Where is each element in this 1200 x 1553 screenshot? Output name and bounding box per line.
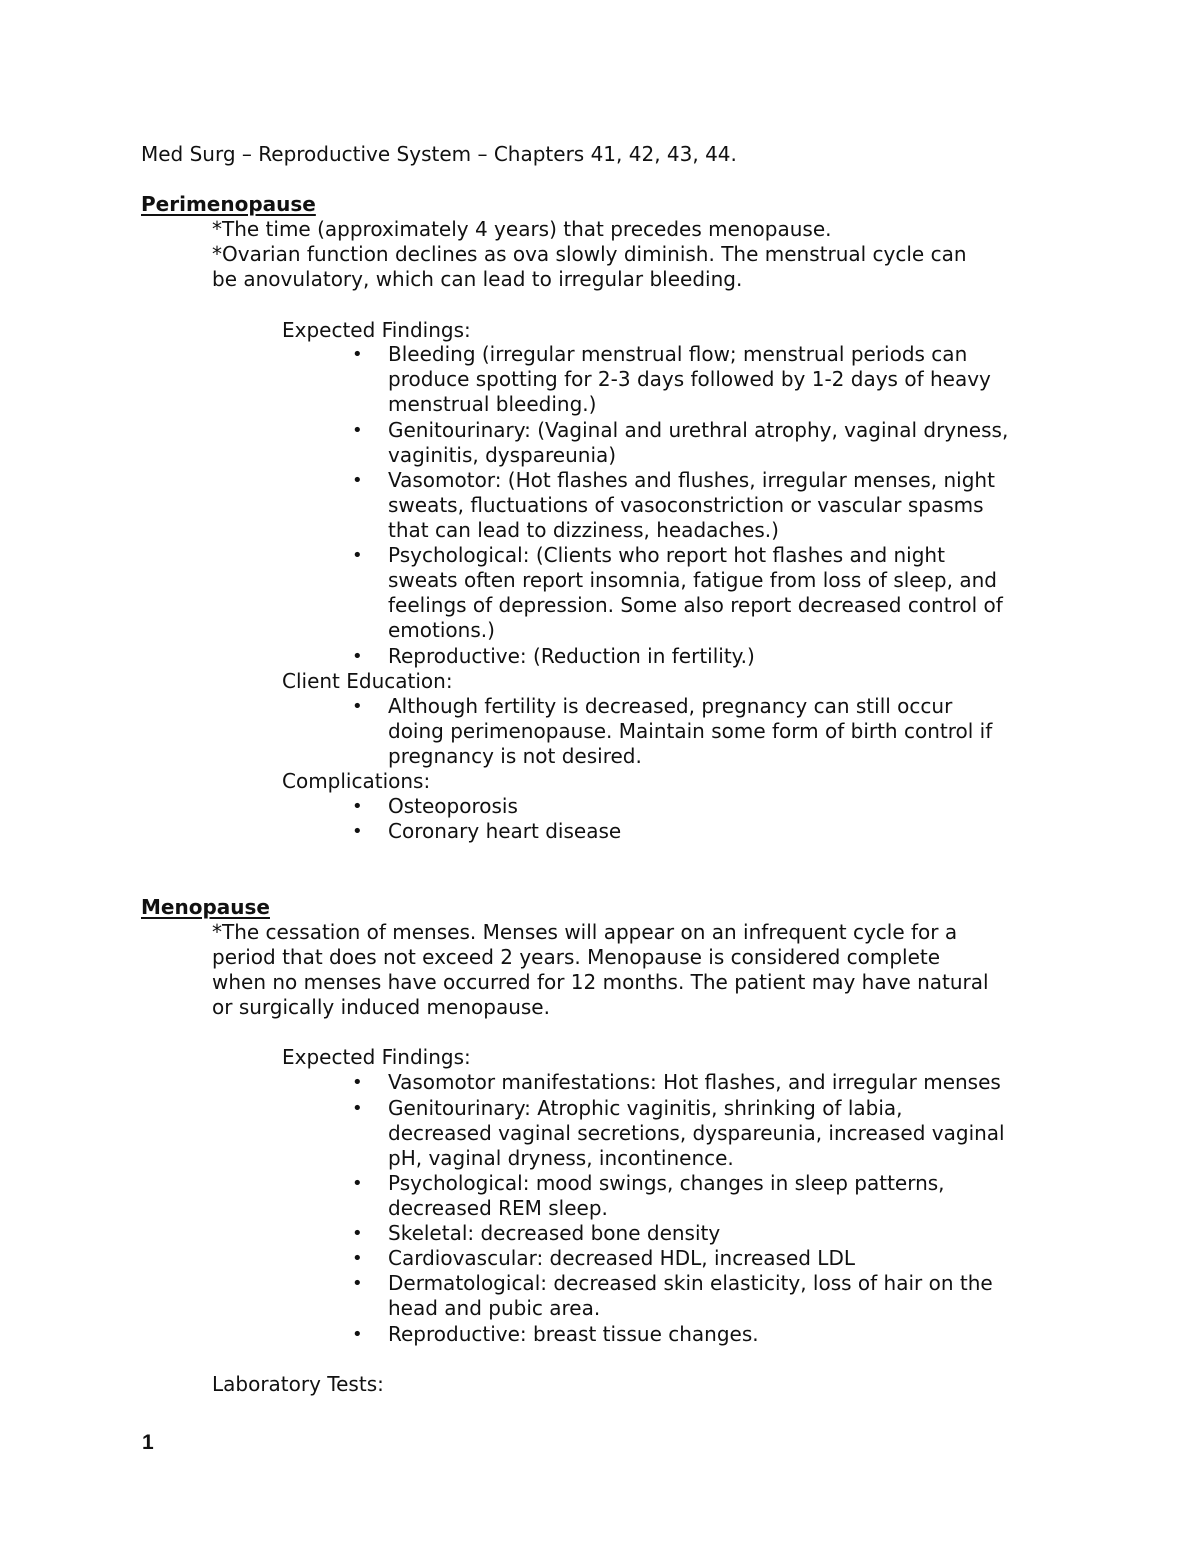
finding-psychological-line: Psychological: (Clients who report hot flashes and night — [388, 543, 945, 567]
complications-label: Complications: — [282, 769, 431, 793]
finding-vasomotor-line: Vasomotor: (Hot flashes and flushes, irregular menses, night — [388, 468, 995, 492]
bullet-marker: • — [352, 420, 363, 441]
menopause-finding-psychological-line: decreased REM sleep. — [388, 1196, 608, 1220]
menopause-definition-line: *The cessation of menses. Menses will appear on an infrequent cycle for a — [212, 920, 958, 944]
section-heading-menopause: Menopause — [141, 895, 270, 919]
menopause-definition-line: or surgically induced menopause. — [212, 995, 550, 1019]
bullet-marker: • — [352, 821, 363, 842]
menopause-finding-reproductive: Reproductive: breast tissue changes. — [388, 1322, 759, 1346]
perimenopause-ovarian-line: be anovulatory, which can lead to irregular bleeding. — [212, 267, 743, 291]
section-heading-perimenopause: Perimenopause — [141, 192, 316, 216]
finding-bleeding-line: produce spotting for 2-3 days followed by 1-2 days of heavy — [388, 367, 991, 391]
complication-item: Osteoporosis — [388, 794, 518, 818]
finding-psychological-line: feelings of depression. Some also report decreased control of — [388, 593, 1003, 617]
document-title: Med Surg – Reproductive System – Chapters 41, 42, 43, 44. — [141, 142, 737, 166]
finding-bleeding-line: Bleeding (irregular menstrual flow; menstrual periods can — [388, 342, 968, 366]
education-line: doing perimenopause. Maintain some form of birth control if — [388, 719, 993, 743]
finding-psychological-line: sweats often report insomnia, fatigue from loss of sleep, and — [388, 568, 997, 592]
bullet-marker: • — [352, 1324, 363, 1345]
page-number: 1 — [142, 1431, 154, 1454]
menopause-definition-line: period that does not exceed 2 years. Menopause is considered complete — [212, 945, 941, 969]
bullet-marker: • — [352, 696, 363, 717]
finding-genitourinary-line: vaginitis, dyspareunia) — [388, 443, 617, 467]
perimenopause-ovarian-line: *Ovarian function declines as ova slowly diminish. The menstrual cycle can — [212, 242, 967, 266]
finding-psychological-line: emotions.) — [388, 618, 495, 642]
menopause-finding-cardiovascular: Cardiovascular: decreased HDL, increased LDL — [388, 1246, 855, 1270]
perimenopause-definition: *The time (approximately 4 years) that precedes menopause. — [212, 217, 832, 241]
laboratory-tests-label: Laboratory Tests: — [212, 1372, 384, 1396]
bullet-marker: • — [352, 1223, 363, 1244]
education-line: Although fertility is decreased, pregnancy can still occur — [388, 694, 953, 718]
finding-bleeding-line: menstrual bleeding.) — [388, 392, 597, 416]
bullet-marker: • — [352, 344, 363, 365]
menopause-finding-psychological-line: Psychological: mood swings, changes in sleep patterns, — [388, 1171, 945, 1195]
perimenopause-findings-label: Expected Findings: — [282, 318, 471, 342]
complication-item: Coronary heart disease — [388, 819, 622, 843]
menopause-finding-dermatological-line: Dermatological: decreased skin elasticity, loss of hair on the — [388, 1271, 993, 1295]
menopause-definition-line: when no menses have occurred for 12 months. The patient may have natural — [212, 970, 989, 994]
bullet-marker: • — [352, 1248, 363, 1269]
menopause-finding-genitourinary-line: decreased vaginal secretions, dyspareunia, increased vaginal — [388, 1121, 1005, 1145]
bullet-marker: • — [352, 470, 363, 491]
bullet-marker: • — [352, 1098, 363, 1119]
menopause-finding-skeletal: Skeletal: decreased bone density — [388, 1221, 721, 1245]
finding-reproductive-line: Reproductive: (Reduction in fertility.) — [388, 644, 755, 668]
bullet-marker: • — [352, 1173, 363, 1194]
education-line: pregnancy is not desired. — [388, 744, 642, 768]
finding-vasomotor-line: that can lead to dizziness, headaches.) — [388, 518, 779, 542]
finding-genitourinary-line: Genitourinary: (Vaginal and urethral atrophy, vaginal dryness, — [388, 418, 1009, 442]
menopause-findings-label: Expected Findings: — [282, 1045, 471, 1069]
menopause-finding-dermatological-line: head and pubic area. — [388, 1296, 601, 1320]
menopause-finding-vasomotor: Vasomotor manifestations: Hot flashes, and irregular menses — [388, 1070, 1001, 1094]
bullet-marker: • — [352, 1072, 363, 1093]
menopause-finding-genitourinary-line: Genitourinary: Atrophic vaginitis, shrinking of labia, — [388, 1096, 903, 1120]
client-education-label: Client Education: — [282, 669, 453, 693]
bullet-marker: • — [352, 646, 363, 667]
bullet-marker: • — [352, 545, 363, 566]
menopause-finding-genitourinary-line: pH, vaginal dryness, incontinence. — [388, 1146, 734, 1170]
bullet-marker: • — [352, 796, 363, 817]
bullet-marker: • — [352, 1273, 363, 1294]
finding-vasomotor-line: sweats, fluctuations of vasoconstriction or vascular spasms — [388, 493, 984, 517]
